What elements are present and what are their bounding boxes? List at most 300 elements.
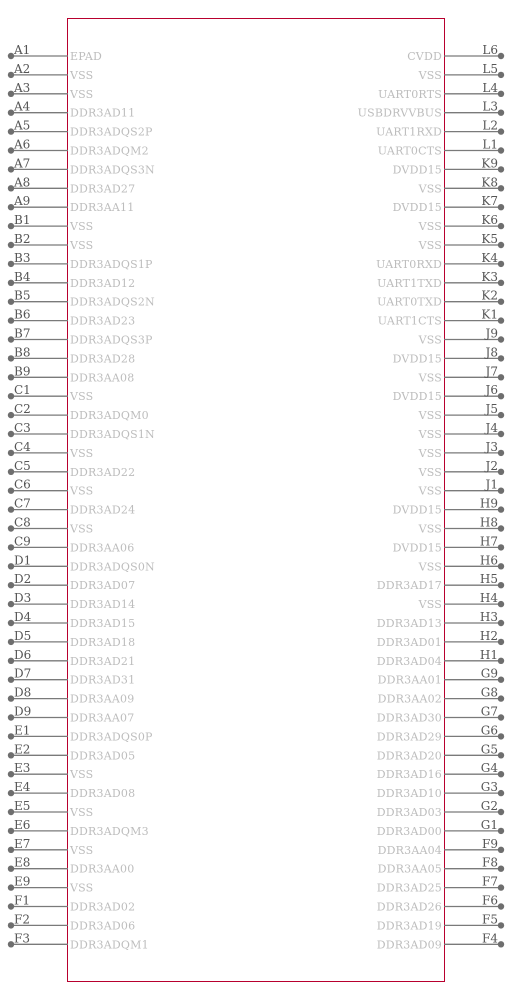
pin-F3 [8,931,149,951]
pin-number: C6 [14,477,31,492]
pin-name: DDR3AA04 [377,843,442,857]
pin-name: DDR3AD04 [376,654,442,668]
pin-name: DDR3AD12 [70,276,136,290]
right-pin-group [358,43,505,951]
pin-name: VSS [418,182,442,196]
pin-number: A2 [14,61,31,76]
pin-number: D3 [14,591,32,606]
pin-name: DDR3AD22 [70,465,136,479]
pin-name: VSS [70,87,94,101]
pin-number: C2 [14,402,31,417]
pin-name: VSS [70,239,94,252]
pin-number: C5 [14,458,31,473]
pin-number: D4 [14,610,32,624]
pin-number: D9 [14,704,32,719]
pin-name: DDR3ADQM0 [70,409,149,423]
pin-G5 [377,742,504,762]
pin-number: K5 [481,232,498,246]
pin-endpoint [498,922,504,928]
pin-number: J8 [485,345,498,360]
pin-endpoint [498,884,504,890]
pin-number: A4 [14,99,31,114]
pin-number: F2 [14,912,30,927]
pin-endpoint [498,393,504,399]
pin-number: H4 [479,591,498,606]
pin-name: VSS [418,68,442,82]
pin-D4 [8,610,135,630]
pin-name: DVDD15 [392,390,442,404]
pin-name: DDR3ADQS0N [70,560,155,574]
pin-name: DDR3AD01 [376,635,442,649]
pin-name: DDR3AD14 [70,598,136,612]
pin-number: F5 [482,912,498,927]
pin-number: L5 [482,61,498,76]
pin-number: H1 [479,647,498,662]
pin-name: DDR3ADQS2N [70,295,155,309]
pin-name: DDR3ADQM3 [70,824,149,838]
pin-number: E5 [14,799,31,813]
pin-endpoint [498,601,504,607]
pin-J8 [393,345,505,365]
pin-C5 [8,459,135,479]
pin-name: DVDD15 [392,352,442,366]
pin-name: DDR3AD21 [70,654,136,668]
pin-name: DDR3AD05 [70,749,136,763]
pin-J4 [418,421,505,441]
pin-number: A8 [14,175,31,190]
pin-K3 [377,270,504,290]
pin-B2 [8,232,94,252]
pin-number: C1 [14,383,31,398]
pin-E2 [8,742,135,762]
pin-J5 [418,402,505,422]
pin-G7 [377,705,504,725]
pin-endpoint [498,110,504,116]
pin-G6 [377,723,504,743]
pin-endpoint [498,431,504,437]
pin-F7 [377,875,504,895]
pin-name: DDR3AD27 [70,182,136,196]
pin-number: H5 [479,572,498,587]
pin-name: DDR3AD31 [70,673,136,687]
pin-name: DDR3AD28 [70,352,136,366]
pin-name: DDR3AA05 [377,862,442,876]
pin-name: DDR3AD25 [376,881,442,895]
pin-name: DDR3AA00 [70,862,135,876]
pin-A6 [8,138,149,158]
pin-E7 [8,837,94,857]
pin-number: B1 [14,213,31,228]
pin-name: DVDD15 [392,201,442,215]
pin-E6 [8,818,149,838]
pin-number: A7 [14,156,31,171]
pin-number: C8 [14,515,31,530]
pin-name: EPAD [70,50,102,63]
pin-number: H2 [479,628,498,643]
pin-G9 [378,667,505,687]
pin-number: J1 [485,477,498,492]
pin-endpoint [498,847,504,853]
pin-number: G6 [480,723,498,738]
pin-number: J9 [485,326,498,341]
pin-H6 [418,553,505,573]
pin-number: A9 [14,194,31,209]
pin-number: F1 [14,893,30,908]
pin-C6 [8,478,94,498]
pin-endpoint [498,733,504,739]
pin-number: B3 [14,250,31,265]
pin-number: C9 [14,534,31,549]
pin-number: A3 [14,80,31,95]
pin-K2 [377,289,504,309]
pin-name: UART0RTS [378,87,442,101]
pin-name: VSS [70,522,94,536]
pin-name: DDR3AD13 [376,617,442,630]
pin-name: DDR3AD29 [376,730,442,744]
pin-K7 [393,194,505,214]
pin-endpoint [498,866,504,872]
pin-endpoint [498,620,504,626]
pin-B3 [8,251,153,271]
pin-name: UART0TXD [377,295,442,309]
pin-number: E3 [14,761,31,776]
pin-K6 [418,213,505,233]
pin-name: VSS [418,371,442,385]
pin-number: E6 [14,817,31,832]
pin-number: F9 [482,836,498,851]
pin-name: DDR3AD02 [70,900,136,914]
pin-number: G3 [480,780,498,795]
pin-A7 [8,156,155,176]
pin-number: A5 [14,118,31,133]
pin-D3 [8,591,135,611]
pin-endpoint [498,695,504,701]
pin-D9 [8,705,135,725]
pin-number: J7 [485,364,498,379]
pin-name: VSS [418,220,442,234]
pin-number: J4 [485,421,498,435]
pin-name: USBDRVVBUS [357,106,442,120]
pin-name: DDR3AD17 [376,579,442,593]
pin-number: L4 [482,80,498,95]
pin-name: UART1CTS [377,314,442,328]
pin-endpoint [498,771,504,777]
pin-number: D5 [14,628,32,643]
pin-number: A1 [14,43,31,57]
pin-L6 [407,43,504,63]
pin-name: VSS [70,68,94,82]
pin-number: L2 [482,118,498,133]
pin-name: DDR3AD24 [70,503,136,517]
pin-G3 [377,780,504,800]
pin-number: B2 [14,232,31,246]
pin-name: DVDD15 [392,503,442,517]
pin-E5 [8,799,94,819]
pin-endpoint [498,72,504,78]
pin-name: DDR3AA07 [70,711,135,725]
pin-number: E2 [14,742,31,757]
pin-K1 [378,308,504,328]
pin-name: UART0RXD [376,257,442,271]
pin-endpoint [498,185,504,191]
pin-endpoint [498,677,504,683]
pin-number: L6 [482,43,498,57]
pin-A5 [8,119,153,139]
pin-number: B6 [14,307,31,322]
pin-name: VSS [70,220,94,234]
pin-J7 [418,364,505,384]
pin-J9 [418,327,505,347]
pin-name: UART1TXD [377,276,442,290]
pin-name: VSS [418,560,442,574]
pin-C2 [8,402,149,422]
pin-number: K7 [481,194,498,209]
pin-endpoint [498,714,504,720]
pin-name: DDR3AA11 [70,201,135,215]
pin-L1 [378,138,504,158]
pin-number: F3 [14,931,30,946]
pin-number: B9 [14,364,31,379]
pin-E9 [8,875,94,895]
pin-D5 [8,629,135,649]
pin-number: G9 [480,666,498,681]
pin-endpoint [498,639,504,645]
pin-A8 [8,175,135,195]
pin-F6 [377,894,504,914]
pin-number: H7 [479,534,498,549]
pin-L2 [376,119,504,139]
pin-F4 [377,931,504,951]
pin-D8 [8,686,135,706]
pin-name: DDR3ADQS3N [70,163,155,177]
pin-J2 [418,459,505,479]
pin-endpoint [498,204,504,210]
pin-name: VSS [418,409,442,423]
pin-number: G8 [480,685,498,700]
pin-name: DDR3AA09 [70,692,135,706]
pin-name: VSS [418,333,442,347]
pin-name: DDR3AD15 [70,617,136,630]
pin-name: DDR3ADQS1P [70,257,153,271]
pin-endpoint [498,299,504,305]
pin-A9 [8,194,135,214]
pin-endpoint [498,223,504,229]
pin-name: DDR3ADQM1 [70,938,149,952]
pin-number: K6 [481,213,498,228]
pin-endpoint [498,525,504,531]
pin-endpoint [498,488,504,494]
pin-number: H8 [479,515,498,530]
pin-D2 [8,572,135,592]
pin-endpoint [498,166,504,172]
pin-name: VSS [70,843,94,857]
pin-B7 [8,327,153,347]
pin-number: D7 [14,666,32,681]
pin-number: J5 [485,402,498,417]
pin-name: DDR3AD23 [70,314,136,328]
pin-name: DDR3AD07 [70,579,136,593]
pin-C1 [8,383,94,403]
pin-F1 [8,894,135,914]
pin-number: C7 [14,496,31,511]
pin-endpoint [498,412,504,418]
pin-name: DDR3AD26 [376,900,442,914]
pin-D1 [8,553,155,573]
pin-number: K1 [481,307,498,322]
pin-number: H3 [479,610,498,624]
pin-number: H6 [479,553,498,568]
pin-C8 [8,516,94,536]
pin-E1 [8,723,153,743]
pin-number: D1 [14,553,32,568]
left-pin-group [8,43,155,951]
pin-F9 [378,837,505,857]
pin-number: K3 [481,269,498,284]
pin-name: UART0CTS [377,144,442,158]
pin-name: DDR3ADQS1N [70,428,155,441]
pin-number: J2 [485,458,498,473]
pin-endpoint [498,903,504,909]
pin-endpoint [498,563,504,569]
pin-number: K9 [481,156,498,171]
pin-F5 [377,912,504,932]
pin-endpoint [498,828,504,834]
pin-A1 [8,43,102,63]
pin-H3 [377,610,504,630]
pin-name: DDR3AD10 [376,787,442,801]
pin-number: L3 [482,99,498,114]
pin-J6 [393,383,505,403]
pin-G4 [377,761,504,781]
pin-name: CVDD [407,50,442,63]
pin-endpoint [498,809,504,815]
pin-name: DDR3ADQM2 [70,144,149,158]
pin-number: A6 [14,137,31,152]
pin-name: DDR3AD20 [376,749,442,763]
pin-name: VSS [418,428,442,441]
pin-number: E8 [14,855,31,870]
pin-endpoint [498,355,504,361]
pin-name: DDR3AD09 [376,938,442,952]
pin-name: DDR3AD06 [70,919,136,933]
pin-number: F8 [482,855,498,870]
pin-name: DDR3AA08 [70,371,135,385]
pin-number: J6 [485,383,498,398]
pin-C4 [8,440,94,460]
pin-number: G4 [480,761,498,776]
pin-name: VSS [70,390,94,404]
pin-B8 [8,345,135,365]
pin-number: E4 [14,780,31,795]
pin-number: L1 [482,137,498,152]
pin-F8 [378,856,505,876]
pin-C3 [8,421,155,441]
pin-name: DDR3AA06 [70,541,135,555]
pin-E8 [8,856,135,876]
pin-name: VSS [418,598,442,612]
pin-name: VSS [70,768,94,782]
pin-endpoint [498,469,504,475]
pin-B1 [8,213,94,233]
pin-name: VSS [418,446,442,460]
pin-endpoint [498,261,504,267]
pin-C7 [8,497,135,517]
pin-endpoint [498,658,504,664]
pin-endpoint [498,450,504,456]
pin-endpoint [498,280,504,286]
pin-name: DDR3AD08 [70,787,136,801]
pin-number: E1 [14,723,31,738]
pin-name: DDR3AD19 [376,919,442,933]
pin-K9 [393,156,505,176]
pin-endpoint [498,790,504,796]
pin-name: VSS [70,484,94,498]
pin-number: J3 [485,439,498,454]
pin-endpoint [498,147,504,153]
pin-name: DDR3AD16 [376,768,442,782]
pin-name: DDR3ADQS3P [70,333,153,347]
pin-K8 [418,175,505,195]
pin-name: VSS [418,522,442,536]
pin-name: UART1RXD [376,125,442,139]
pin-name: VSS [418,465,442,479]
pin-name: VSS [418,239,442,252]
pin-L4 [378,81,504,101]
pin-endpoint [498,941,504,947]
pin-B4 [8,270,135,290]
pin-H5 [377,572,504,592]
pin-C9 [8,534,135,554]
pin-K4 [376,251,504,271]
pin-number: K4 [481,250,498,265]
pin-name: DDR3AD03 [376,806,442,819]
pin-name: DDR3AD11 [70,106,136,120]
pin-number: E9 [14,874,31,889]
pin-H9 [393,497,505,517]
pin-name: VSS [70,806,94,819]
pin-name: DDR3AA02 [377,692,442,706]
pin-number: D2 [14,572,32,587]
pin-endpoint [498,317,504,323]
pin-G1 [377,818,504,838]
pin-number: G7 [480,704,498,719]
pin-name: DDR3AD18 [70,635,136,649]
pin-F2 [8,912,135,932]
pin-H2 [377,629,504,649]
pin-D7 [8,667,135,687]
pin-G8 [378,686,505,706]
pin-H8 [418,516,505,536]
pin-number: B8 [14,345,31,360]
pin-number: E7 [14,836,31,851]
pin-name: DVDD15 [392,163,442,177]
pin-number: G5 [480,742,498,757]
pin-number: G2 [480,799,498,813]
pin-endpoint [498,374,504,380]
pin-number: D6 [14,647,32,662]
pin-B9 [8,364,135,384]
pin-number: F7 [482,874,498,889]
pin-number: C3 [14,421,31,435]
pin-name: DDR3ADQS2P [70,125,153,139]
pin-K5 [418,232,505,252]
pin-A2 [8,62,94,82]
pin-number: H9 [479,496,498,511]
pin-number: F6 [482,893,498,908]
pin-G2 [377,799,504,819]
pin-endpoint [498,128,504,134]
pin-E4 [8,780,135,800]
